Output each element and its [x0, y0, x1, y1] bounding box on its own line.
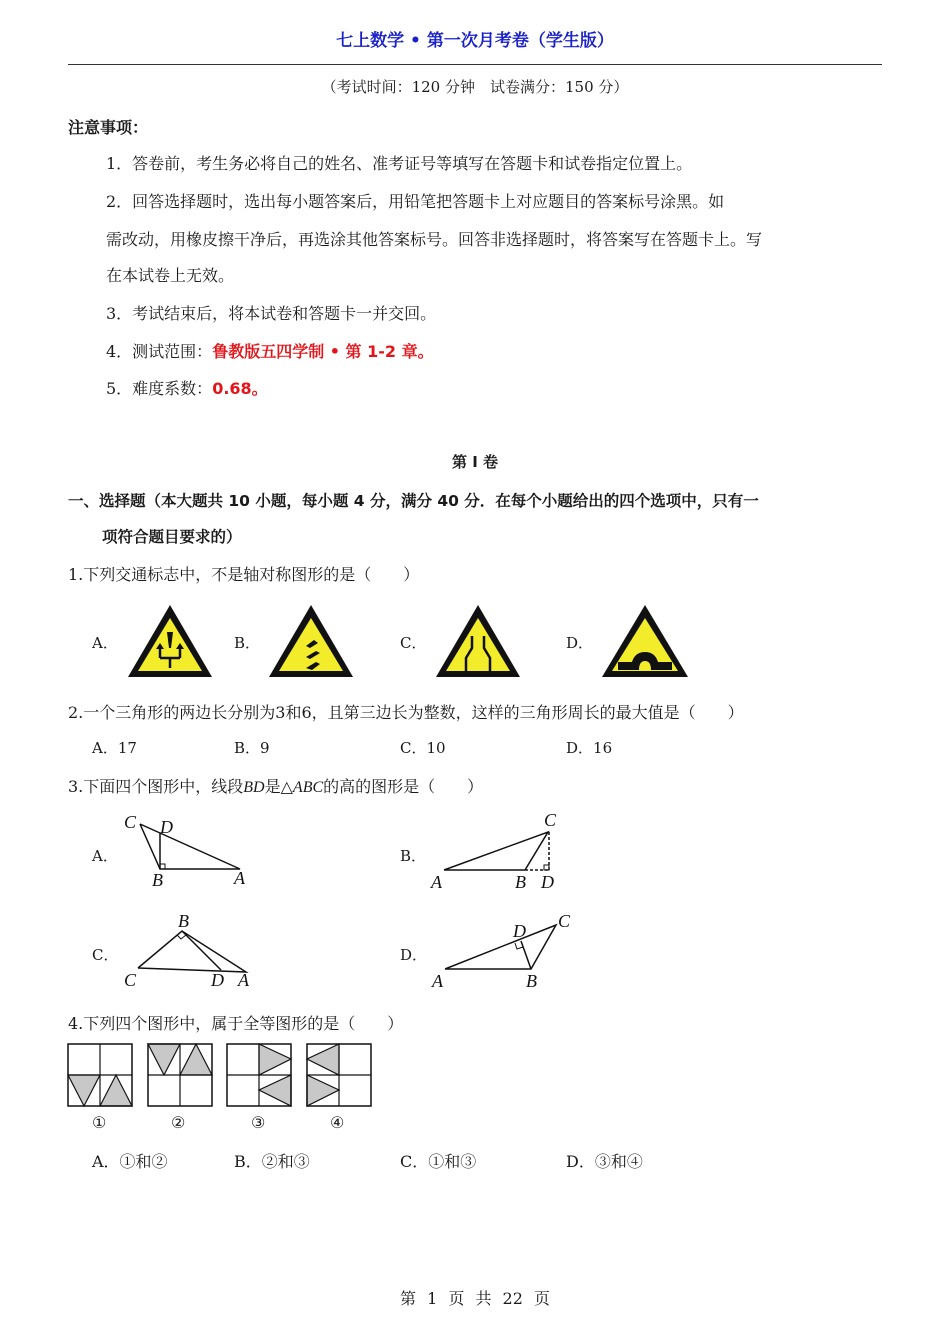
grid-figure-4 — [307, 1044, 371, 1106]
section-heading-cont: 项符合题目要求的） — [102, 528, 242, 546]
label-d: D — [160, 817, 173, 837]
notice-item-3: 3．考试结束后，将本试卷和答题卡一并交回。 — [106, 304, 437, 323]
triangle-figure-a — [118, 808, 258, 890]
traffic-sign-hump-bridge-icon — [599, 602, 691, 680]
exam-info: （考试时间：120 分钟 试卷满分：150 分） — [321, 78, 629, 96]
figure-label-2: ② — [171, 1113, 186, 1132]
q4-option-d[interactable]: D．③和④ — [566, 1152, 643, 1171]
triangle-figure-d — [425, 905, 575, 993]
label-c: C — [124, 812, 137, 832]
notice-item-5 — [106, 376, 268, 399]
notice-item-1: 1．答卷前，考生务必将自己的姓名、准考证号等填写在答题卡和试卷指定位置上。 — [106, 154, 693, 173]
header-divider — [68, 64, 882, 65]
q2-option-b[interactable]: B．9 — [234, 739, 270, 757]
volume-title: 第 Ⅰ 卷 — [451, 453, 499, 471]
label-c: C — [558, 911, 571, 931]
figure-label-4: ④ — [330, 1113, 345, 1132]
question-1-stem: 1.下列交通标志中，不是轴对称图形的是（ ） — [68, 565, 420, 584]
document-title: 七上数学 • 第一次月考卷（学生版） — [336, 31, 614, 51]
triangle-figure-b — [425, 806, 570, 892]
congruent-grid-figures — [66, 1042, 376, 1110]
label-a: A — [234, 868, 245, 888]
label-b: B — [526, 971, 537, 991]
notice-item-2: 2．回答选择题时，选出每小题答案后，用铅笔把答题卡上对应题目的答案标号涂黑。如 — [106, 192, 725, 211]
label-d: D — [513, 921, 526, 941]
q3-stem-mid: 是△ — [264, 777, 293, 796]
q2-option-c[interactable]: C．10 — [400, 739, 446, 757]
notice-item-4-label: 4．测试范围： — [106, 342, 213, 361]
q4-option-a[interactable]: A．①和② — [92, 1152, 168, 1171]
label-c: C — [544, 810, 557, 830]
q3-option-a[interactable]: A． — [92, 847, 118, 865]
traffic-sign-zigzag-icon — [266, 602, 356, 680]
notice-heading: 注意事项： — [68, 118, 149, 137]
q2-option-a[interactable]: A．17 — [92, 739, 137, 757]
test-scope: 鲁教版五四学制 • 第 1-2 章。 — [212, 342, 434, 361]
grid-figure-1 — [68, 1044, 132, 1106]
label-a: A — [432, 971, 443, 991]
notice-item-2-end: 在本试卷上无效。 — [106, 266, 235, 285]
q1-option-a[interactable]: A． — [92, 634, 118, 652]
traffic-sign-road-narrows-icon — [433, 602, 523, 680]
figure-label-1: ① — [92, 1113, 107, 1132]
q3-option-d[interactable]: D． — [400, 946, 428, 964]
label-b: B — [178, 911, 189, 931]
label-b: B — [515, 872, 526, 892]
q3-segment: BD — [243, 779, 265, 796]
triangle-figure-c — [118, 908, 263, 990]
page-number: 第 1 页 共 22 页 — [400, 1289, 550, 1308]
figure-label-3: ③ — [251, 1113, 266, 1132]
label-c: C — [124, 970, 137, 990]
q3-option-b[interactable]: B． — [400, 847, 427, 865]
q4-option-b[interactable]: B．②和③ — [234, 1152, 310, 1171]
traffic-sign-fork-arrows-icon — [125, 602, 215, 680]
notice-item-2-cont: 需改动，用橡皮擦干净后，再选涂其他答案标号。回答非选择题时，将答案写在答题卡上。写 — [106, 230, 763, 249]
q4-option-c[interactable]: C．①和③ — [400, 1152, 477, 1171]
question-2-stem: 2.一个三角形的两边长分别为3和6，且第三边长为整数，这样的三角形周长的最大值是（ ） — [68, 703, 744, 722]
label-b: B — [152, 870, 163, 890]
question-3-stem — [68, 774, 483, 797]
section-heading: 一、选择题（本大题共 10 小题，每小题 4 分，满分 40 分．在每个小题给出的四个选项中，只有一 — [68, 492, 759, 510]
label-a: A — [431, 872, 442, 892]
q3-triangle: ABC — [292, 779, 324, 796]
q3-stem-prefix: 3.下面四个图形中，线段 — [68, 777, 244, 796]
q3-stem-suffix: 的高的图形是（ ） — [323, 777, 484, 796]
grid-figure-2 — [148, 1044, 212, 1106]
notice-item-5-label: 5．难度系数： — [106, 379, 213, 398]
question-4-stem: 4.下列四个图形中，属于全等图形的是（ ） — [68, 1014, 404, 1033]
difficulty-value: 0.68。 — [212, 379, 268, 398]
notice-item-4 — [106, 339, 434, 362]
q3-option-c[interactable]: C． — [92, 946, 119, 964]
q2-option-d[interactable]: D．16 — [566, 739, 613, 757]
grid-figure-3 — [227, 1044, 291, 1106]
q1-option-b[interactable]: B． — [234, 634, 261, 652]
label-d: D — [211, 970, 224, 990]
q1-option-d[interactable]: D． — [566, 634, 594, 652]
q1-option-c[interactable]: C． — [400, 634, 427, 652]
label-a: A — [238, 970, 249, 990]
label-d: D — [541, 872, 554, 892]
